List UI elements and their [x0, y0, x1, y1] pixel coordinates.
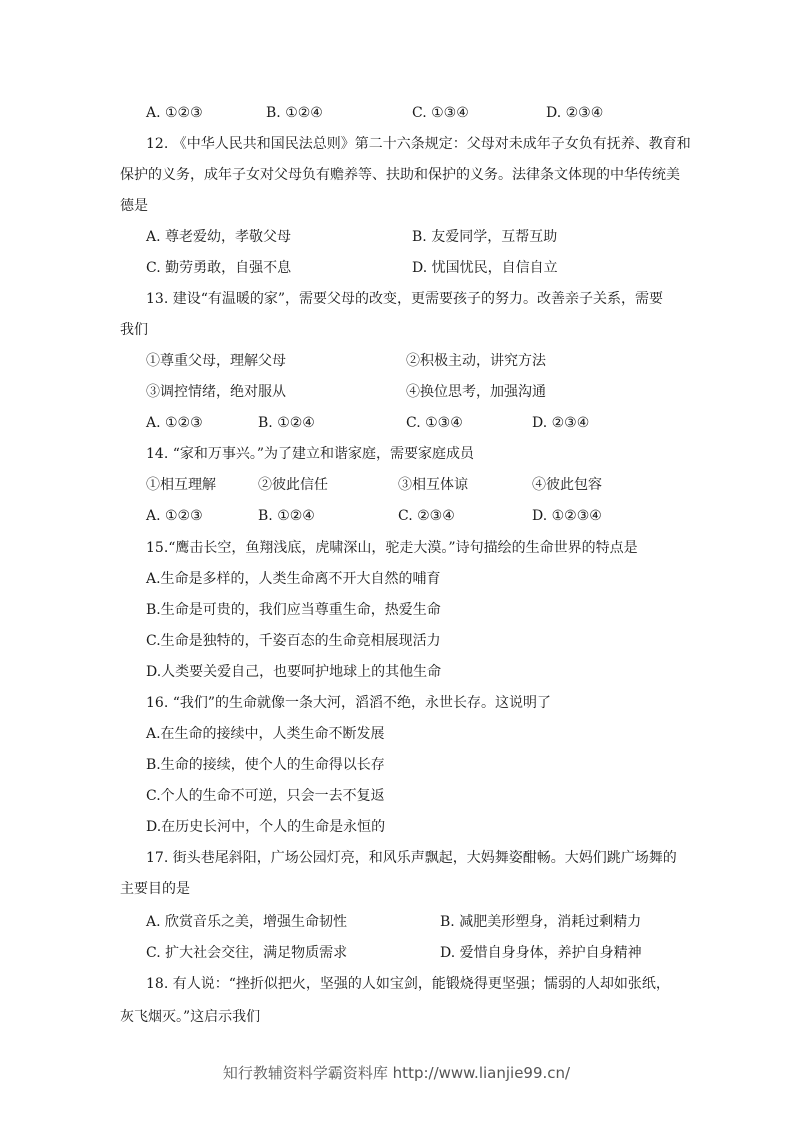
q17-option-c: C. 扩大社会交往，满足物质需求 [146, 945, 348, 961]
q11-option-c: C. ①③④ [412, 105, 469, 121]
q12-stem-line-3: 德是 [120, 198, 148, 214]
q14-option-b: B. ①②④ [258, 508, 315, 524]
q14-option-c: C. ②③④ [398, 508, 455, 524]
q14-item-1: ①相互理解 [146, 477, 216, 493]
q18-stem-line-1: 18. 有人说：“挫折似把火，坚强的人如宝剑，能锻烧得更坚强；懦弱的人却如张纸， [146, 976, 670, 992]
q15-option-d: D.人类要关爱自己，也要呵护地球上的其他生命 [146, 664, 442, 680]
q16-option-b: B.生命的接续，使个人的生命得以长存 [146, 757, 385, 773]
q12-option-c: C. 勤劳勇敢，自强不息 [146, 260, 292, 276]
q17-option-d: D. 爱惜自身身体，养护自身精神 [440, 945, 642, 961]
q15-option-a: A.生命是多样的，人类生命离不开大自然的哺育 [146, 571, 441, 587]
q13-option-b: B. ①②④ [258, 415, 315, 431]
q15-option-b: B.生命是可贵的，我们应当尊重生命，热爱生命 [146, 602, 441, 618]
q15-option-c: C.生命是独特的，千姿百态的生命竞相展现活力 [146, 633, 441, 649]
q13-stem-line-2: 我们 [120, 322, 148, 338]
q13-option-a: A. ①②③ [146, 415, 203, 431]
q11-option-b: B. ①②④ [266, 105, 323, 121]
q14-option-d: D. ①②③④ [532, 508, 602, 524]
q15-stem: 15.“鹰击长空，鱼翔浅底，虎啸深山，驼走大漠。”诗句描绘的生命世界的特点是 [146, 540, 638, 556]
q12-option-b: B. 友爱同学，互帮互助 [412, 229, 558, 245]
q14-item-2: ②彼此信任 [258, 477, 328, 493]
q17-option-b: B. 减肥美形塑身，消耗过剩精力 [440, 914, 642, 930]
q12-option-d: D. 忧国忧民，自信自立 [412, 260, 558, 276]
q17-stem-line-2: 主要目的是 [120, 881, 190, 897]
q13-item-2: ②积极主动，讲究方法 [406, 353, 546, 369]
q17-option-a: A. 欣赏音乐之美，增强生命韧性 [146, 914, 348, 930]
q12-stem-line-1: 12. 《中华人民共和国民法总则》第二十六条规定：父母对未成年子女负有抚养、教育和 [146, 136, 691, 152]
q14-item-3: ③相互体谅 [398, 477, 468, 493]
q11-option-a: A. ①②③ [146, 105, 203, 121]
q14-stem: 14. “家和万事兴。”为了建立和谐家庭，需要家庭成员 [146, 446, 475, 462]
q13-option-c: C. ①③④ [406, 415, 463, 431]
q13-item-4: ④换位思考，加强沟通 [406, 384, 546, 400]
q12-stem-line-2: 保护的义务，成年子女对父母负有赡养等、扶助和保护的义务。法律条文体现的中华传统美 [120, 167, 680, 183]
q16-option-c: C.个人的生命不可逆，只会一去不复返 [146, 788, 385, 804]
q11-option-d: D. ②③④ [546, 105, 604, 121]
q13-stem-line-1: 13. 建设“有温暖的家”，需要父母的改变，更需要孩子的努力。改善亲子关系，需要 [146, 291, 664, 307]
footer-watermark: 知行教辅资料学霸资料库 http://www.lianjie99.cn/ [222, 1064, 571, 1082]
q14-item-4: ④彼此包容 [532, 477, 602, 493]
q14-option-a: A. ①②③ [146, 508, 203, 524]
q13-item-3: ③调控情绪，绝对服从 [146, 384, 286, 400]
q17-stem-line-1: 17. 街头巷尾斜阳，广场公园灯亮，和风乐声飘起，大妈舞姿酣畅。大妈们跳广场舞的 [146, 850, 677, 866]
q13-item-1: ①尊重父母，理解父母 [146, 353, 286, 369]
q13-option-d: D. ②③④ [532, 415, 590, 431]
q16-option-a: A.在生命的接续中，人类生命不断发展 [146, 726, 385, 742]
q12-option-a: A. 尊老爱幼，孝敬父母 [146, 229, 292, 245]
q18-stem-line-2: 灰飞烟灭。”这启示我们 [120, 1009, 261, 1025]
q16-option-d: D.在历史长河中，个人的生命是永恒的 [146, 819, 386, 835]
q16-stem: 16. “我们”的生命就像一条大河，滔滔不绝，永世长存。这说明了 [146, 695, 552, 711]
